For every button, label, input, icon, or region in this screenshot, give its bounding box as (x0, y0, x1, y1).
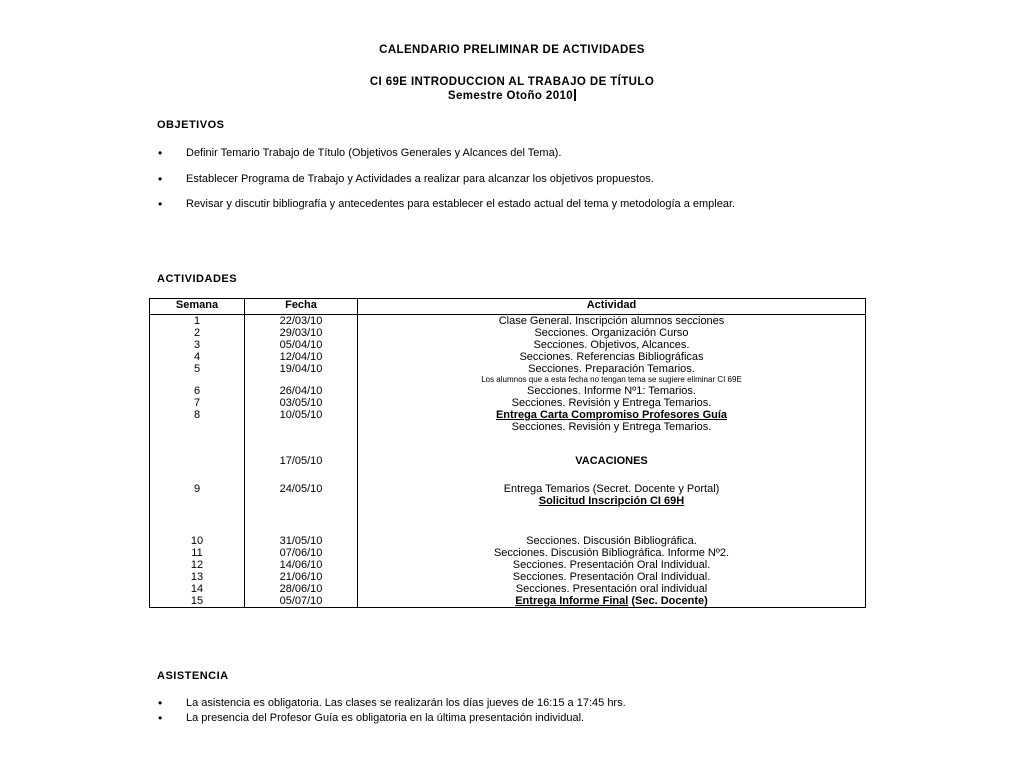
column-header-actividad: Actividad (358, 299, 866, 315)
table-row (150, 327, 866, 339)
semester-text: Semestre Otoño 2010 (447, 90, 574, 102)
table-row (150, 339, 866, 351)
actividad-cell: Secciones. Revisión y Entrega Temarios. (358, 397, 866, 409)
table-row (150, 559, 866, 571)
fecha-cell: 12/04/10 (245, 351, 358, 363)
actividad-cell: Secciones. Objetivos, Alcances. (358, 339, 866, 351)
fecha-cell: 10/05/10 (245, 409, 358, 421)
actividad-cell: Secciones. Referencias Bibliográficas (358, 351, 866, 363)
fecha-cell: 17/05/10 (245, 433, 358, 473)
list-item (157, 697, 867, 710)
fecha-cell (245, 375, 358, 385)
table-row (150, 535, 866, 547)
column-header-semana: Semana (150, 299, 245, 315)
actividad-cell: Secciones. Presentación Oral Individual. (358, 559, 866, 571)
table-row (150, 385, 866, 397)
list-item (157, 173, 867, 186)
list-item (157, 198, 867, 211)
actividad-cell: Secciones. Discusión Bibliográfica. Informe Nº2. (358, 547, 866, 559)
table-row (150, 421, 866, 433)
semester-line (0, 89, 1024, 103)
document-title (0, 44, 1024, 57)
table-row (150, 375, 866, 385)
semana-cell: 9 (150, 473, 245, 495)
table-row (150, 571, 866, 583)
actividad-cell: Secciones. Informe Nº1: Temarios. (358, 385, 866, 397)
semana-cell (150, 495, 245, 535)
title-text: CALENDARIO PRELIMINAR DE ACTIVIDADES (379, 44, 645, 56)
bullet-icon: • (158, 146, 163, 160)
objetivo-text: Establecer Programa de Trabajo y Actividades a realizar para alcanzar los objetivos propuestos. (186, 172, 654, 185)
actividad-cell: Entrega Carta Compromiso Profesores Guía (358, 409, 866, 421)
actividades-heading: ACTIVIDADES (157, 273, 238, 285)
semana-cell: 14 (150, 583, 245, 595)
asistencia-heading: ASISTENCIA (157, 670, 229, 682)
table-row (150, 409, 866, 421)
final-report-text: Entrega Informe Final (515, 595, 629, 607)
list-item (157, 712, 867, 725)
actividad-cell: Secciones. Organización Curso (358, 327, 866, 339)
semana-cell: 3 (150, 339, 245, 351)
fecha-cell: 24/05/10 (245, 473, 358, 495)
fecha-cell (245, 495, 358, 535)
fecha-cell: 07/06/10 (245, 547, 358, 559)
asistencia-text: La asistencia es obligatoria. Las clases se realizarán los días jueves de 16:15 a 17:45 hrs. (186, 697, 626, 709)
fecha-cell: 05/07/10 (245, 595, 358, 608)
semana-cell: 2 (150, 327, 245, 339)
semana-cell: 7 (150, 397, 245, 409)
actividad-cell: Secciones. Discusión Bibliográfica. (358, 535, 866, 547)
objetivo-text: Revisar y discutir bibliografía y antecedentes para establecer el estado actual del tema y metodología a emplear. (186, 198, 736, 210)
objetivos-heading: OBJETIVOS (157, 119, 225, 131)
actividad-cell: Secciones. Preparación Temarios. (358, 363, 866, 375)
semana-cell: 6 (150, 385, 245, 397)
semana-cell (150, 375, 245, 385)
table-row (150, 595, 866, 608)
actividad-cell: Clase General. Inscripción alumnos secciones (358, 315, 866, 328)
table-row (150, 473, 866, 495)
table-row (150, 495, 866, 535)
final-report-suffix: (Sec. Docente) (631, 595, 708, 607)
semana-cell (150, 421, 245, 433)
table-row (150, 363, 866, 375)
semana-cell: 13 (150, 571, 245, 583)
semana-cell: 4 (150, 351, 245, 363)
bullet-icon: • (158, 171, 163, 186)
text-cursor (574, 89, 576, 101)
semana-cell (150, 433, 245, 473)
fecha-cell: 22/03/10 (245, 315, 358, 328)
actividad-cell: Solicitud Inscripción CI 69H (358, 495, 866, 535)
course-heading (0, 76, 1024, 103)
actividad-cell: Entrega Temarios (Secret. Docente y Portal) (358, 473, 866, 495)
table-row (150, 547, 866, 559)
course-name: CI 69E INTRODUCCION AL TRABAJO DE TÍTULO (369, 76, 655, 88)
table-header-row (150, 299, 866, 315)
fecha-cell: 03/05/10 (245, 397, 358, 409)
fecha-cell: 14/06/10 (245, 559, 358, 571)
semana-cell: 5 (150, 363, 245, 375)
bullet-icon: • (158, 696, 163, 710)
fecha-cell: 29/03/10 (245, 327, 358, 339)
bullet-icon: • (158, 197, 163, 211)
semana-cell: 10 (150, 535, 245, 547)
objetivos-list (157, 147, 867, 224)
column-header-fecha: Fecha (245, 299, 358, 315)
semana-cell: 1 (150, 315, 245, 328)
asistencia-text: La presencia del Profesor Guía es obligatoria en la última presentación individual. (186, 711, 585, 724)
actividad-cell: Secciones. Presentación oral individual (358, 583, 866, 595)
actividad-cell: Secciones. Presentación Oral Individual. (358, 571, 866, 583)
table-row (150, 433, 866, 473)
fecha-cell: 19/04/10 (245, 363, 358, 375)
fecha-cell: 21/06/10 (245, 571, 358, 583)
actividad-cell (358, 595, 866, 608)
table-row (150, 397, 866, 409)
fecha-cell (245, 421, 358, 433)
fecha-cell: 26/04/10 (245, 385, 358, 397)
table-row (150, 351, 866, 363)
table-row (150, 315, 866, 328)
bullet-icon: • (158, 710, 163, 725)
semana-cell: 12 (150, 559, 245, 571)
objetivo-text: Definir Temario Trabajo de Título (Objetivos Generales y Alcances del Tema). (186, 147, 562, 159)
semana-cell: 11 (150, 547, 245, 559)
actividad-cell: VACACIONES (358, 433, 866, 473)
fecha-cell: 28/06/10 (245, 583, 358, 595)
fecha-cell: 05/04/10 (245, 339, 358, 351)
list-item (157, 147, 867, 160)
activities-table (149, 298, 866, 608)
note-cell: Los alumnos que a esta fecha no tengan tema se sugiere eliminar CI 69E (358, 375, 866, 385)
asistencia-list (157, 697, 867, 726)
semana-cell: 15 (150, 595, 245, 608)
semana-cell: 8 (150, 409, 245, 421)
actividad-cell: Secciones. Revisión y Entrega Temarios. (358, 421, 866, 433)
fecha-cell: 31/05/10 (245, 535, 358, 547)
table-row (150, 583, 866, 595)
